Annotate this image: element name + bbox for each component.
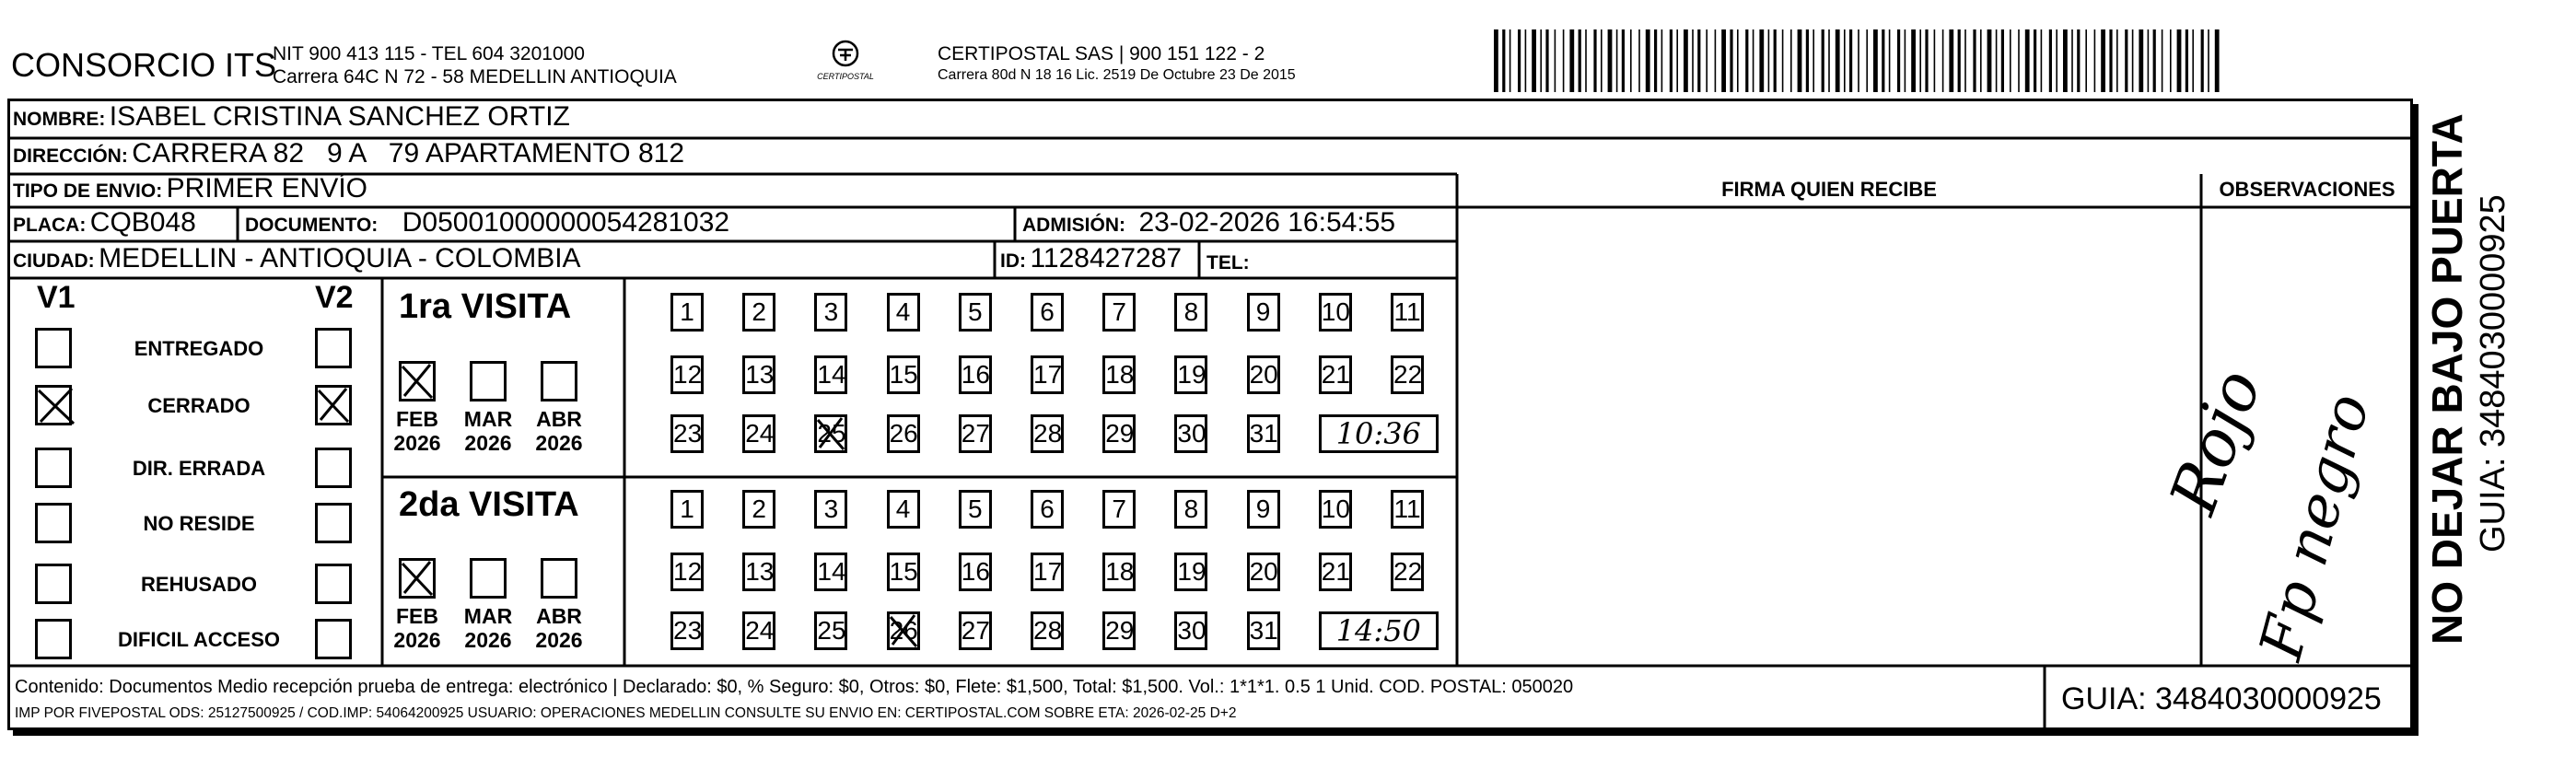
v1-check-mark (35, 385, 77, 427)
documento-label: DOCUMENTO: (245, 215, 379, 236)
day-number: 21 (1321, 557, 1350, 586)
v2-header: V2 (315, 280, 354, 315)
day-number: 29 (1105, 616, 1135, 645)
nombre-value: ISABEL CRISTINA SANCHEZ ORTIZ (109, 101, 570, 132)
direccion-row (13, 138, 684, 169)
id-cell (1000, 243, 1182, 274)
day-box[interactable] (959, 355, 992, 394)
month-year: 2026 (464, 628, 512, 652)
footer-line1: Contenido: Documentos Medio recepción prueba de entrega: electrónico | Declarado: $0, % Seguro: $0, Otros: $0, Flete: $1,500, Total: $1,500. Vol.: 1*1*1. 0.5 1 Unid. COD. POSTAL: 050020 (15, 677, 1574, 697)
day-number: 7 (1112, 297, 1126, 326)
day-box[interactable] (1031, 355, 1064, 394)
v1-checkbox[interactable] (35, 448, 72, 488)
placa-label: PLACA: (13, 215, 87, 236)
v1-checkbox[interactable] (35, 619, 72, 659)
day-number: 19 (1177, 557, 1206, 586)
day-number: 22 (1393, 360, 1423, 389)
day-box[interactable] (814, 293, 847, 332)
day-box[interactable] (742, 490, 775, 529)
month-checkbox[interactable] (541, 361, 577, 401)
day-box[interactable] (959, 553, 992, 591)
day-box[interactable] (887, 293, 920, 332)
day-number: 3 (823, 297, 839, 326)
id-label: ID: (1000, 250, 1026, 272)
day-box[interactable] (814, 414, 847, 453)
day-box[interactable] (1319, 355, 1352, 394)
month-checkbox[interactable] (470, 361, 507, 401)
footer-line2: IMP POR FIVEPOSTAL ODS: 25127500925 / COD.IMP: 54064200925 USUARIO: OPERACIONES MEDELLIN CONSULTE SU ENVIO EN: CERTIPOSTAL.COM SOBRE ETA: 2026-02-25 D+2 (15, 705, 1237, 721)
status-label: REHUSADO (141, 573, 257, 596)
tipo-row (13, 173, 367, 204)
visit-time: 14:50 (1335, 613, 1421, 648)
visit2-title: 2da VISITA (399, 485, 579, 524)
day-box[interactable] (1174, 414, 1207, 453)
month-name: MAR (463, 407, 513, 431)
day-box[interactable] (1102, 611, 1136, 650)
day-number: 31 (1249, 616, 1278, 645)
day-box[interactable] (1391, 355, 1424, 394)
day-box[interactable] (1102, 293, 1136, 332)
day-box[interactable] (1031, 553, 1064, 591)
day-box[interactable] (742, 611, 775, 650)
v2-checkbox[interactable] (315, 328, 352, 368)
day-number: 30 (1177, 616, 1206, 645)
day-number: 24 (745, 616, 775, 645)
day-number: 10 (1321, 297, 1350, 326)
day-box[interactable] (814, 553, 847, 591)
admision-cell (1022, 207, 1395, 239)
v1-checkbox[interactable] (35, 503, 72, 543)
day-number: 19 (1177, 360, 1206, 389)
day-number: 2 (752, 297, 766, 326)
v2-checkbox[interactable] (315, 448, 352, 488)
certipostal-address: Carrera 80d N 18 16 Lic. 2519 De Octubre 23 De 2015 (938, 67, 1296, 83)
day-box[interactable] (1174, 611, 1207, 650)
tel-cell (1206, 245, 1250, 276)
day-number: 16 (961, 360, 990, 389)
company-nit: NIT 900 413 115 - TEL 604 3201000 (273, 43, 585, 64)
day-number: 22 (1393, 557, 1423, 586)
day-number: 25 (817, 419, 846, 448)
ciudad-label: CIUDAD: (13, 250, 95, 272)
day-box[interactable] (1031, 414, 1064, 453)
v2-checkbox[interactable] (315, 385, 352, 425)
month-name: ABR (536, 604, 582, 628)
day-box[interactable] (670, 611, 704, 650)
day-number: 12 (673, 557, 703, 586)
firma-header: FIRMA QUIEN RECIBE (1721, 178, 1937, 201)
direccion-value: CARRERA 82 9 A 79 APARTAMENTO 812 (132, 138, 685, 169)
tel-label: TEL: (1206, 252, 1250, 273)
nombre-label: NOMBRE: (13, 109, 106, 130)
day-box[interactable] (1102, 414, 1136, 453)
day-number: 23 (673, 419, 703, 448)
day-number: 31 (1249, 419, 1278, 448)
month-check-mark (399, 361, 436, 401)
day-number: 4 (895, 297, 911, 326)
day-number: 20 (1249, 360, 1278, 389)
month-label (460, 407, 516, 455)
month-checkbox[interactable] (470, 558, 507, 599)
day-number: 5 (968, 495, 983, 523)
day-number: 29 (1105, 419, 1135, 448)
month-label (390, 407, 445, 455)
admision-label: ADMISIÓN: (1022, 215, 1125, 236)
day-box[interactable] (959, 611, 992, 650)
day-number: 2 (752, 495, 766, 523)
status-label: DIFICIL ACCESO (117, 628, 280, 651)
day-number: 14 (817, 360, 846, 389)
day-number: 16 (961, 557, 990, 586)
day-number: 20 (1249, 557, 1278, 586)
day-number: 27 (961, 419, 990, 448)
v2-checkbox[interactable] (315, 503, 352, 543)
day-box[interactable] (887, 490, 920, 529)
month-name: ABR (536, 407, 582, 431)
day-number: 3 (823, 495, 839, 523)
day-number: 8 (1183, 495, 1199, 523)
day-number: 6 (1040, 297, 1055, 326)
day-box[interactable] (1319, 293, 1352, 332)
day-number: 9 (1255, 297, 1271, 326)
company-address: Carrera 64C N 72 - 58 MEDELLIN ANTIOQUIA (273, 66, 677, 87)
month-check-mark (399, 558, 436, 599)
observaciones-header: OBSERVACIONES (2219, 178, 2395, 201)
day-box[interactable] (1319, 490, 1352, 529)
v2-checkbox[interactable] (315, 564, 352, 604)
day-number: 10 (1321, 495, 1350, 523)
day-box[interactable] (1247, 611, 1280, 650)
day-number: 9 (1255, 495, 1271, 523)
day-number: 11 (1393, 495, 1421, 523)
day-box[interactable] (1102, 355, 1136, 394)
nombre-row (13, 101, 570, 133)
day-box[interactable] (959, 414, 992, 453)
month-label (390, 604, 445, 652)
documento-cell (245, 207, 729, 239)
day-box[interactable] (1247, 490, 1280, 529)
placa-value: CQB048 (89, 207, 196, 238)
day-box[interactable] (742, 355, 775, 394)
visit-time-box[interactable] (1319, 414, 1439, 453)
day-box[interactable] (959, 293, 992, 332)
day-box[interactable] (887, 611, 920, 650)
visit-time-box[interactable] (1319, 611, 1439, 650)
day-number: 15 (889, 360, 918, 389)
day-box[interactable] (742, 293, 775, 332)
observaciones-handwriting-1: Rojo (2155, 359, 2277, 524)
logo-text: CERTIPOSTAL (817, 72, 874, 81)
observaciones-handwriting-2: Fp negro (2247, 387, 2384, 668)
documento-value: D05001000000054281032 (402, 207, 730, 238)
day-number: 25 (817, 616, 846, 645)
month-year: 2026 (535, 628, 583, 652)
id-value: 1128427287 (1030, 243, 1183, 273)
v2-checkbox[interactable] (315, 619, 352, 659)
side-guia: GUIA: 3484030000925 (2474, 194, 2512, 553)
day-box[interactable] (814, 611, 847, 650)
day-number: 13 (745, 360, 775, 389)
certipostal-line: CERTIPOSTAL SAS | 900 151 122 - 2 (938, 43, 1265, 64)
day-number: 11 (1393, 297, 1421, 326)
day-box[interactable] (670, 293, 704, 332)
day-box[interactable] (1174, 293, 1207, 332)
month-label (531, 407, 587, 455)
v1-header: V1 (37, 280, 76, 315)
month-year: 2026 (393, 431, 441, 455)
status-label: NO RESIDE (143, 512, 255, 535)
day-number: 23 (673, 616, 703, 645)
day-number: 6 (1040, 495, 1055, 523)
day-number: 17 (1033, 557, 1063, 586)
day-box[interactable] (1174, 355, 1207, 394)
day-box[interactable] (1102, 490, 1136, 529)
day-number: 21 (1321, 360, 1350, 389)
day-box[interactable] (1391, 293, 1424, 332)
ciudad-value: MEDELLIN - ANTIOQUIA - COLOMBIA (99, 243, 581, 273)
v2-check-mark (315, 385, 352, 425)
visit-time: 10:36 (1335, 416, 1421, 451)
footer-guia: GUIA: 3484030000925 (2061, 681, 2382, 716)
day-number: 8 (1183, 297, 1199, 326)
company-name: CONSORCIO ITS (11, 46, 277, 84)
month-name: FEB (396, 604, 438, 628)
day-box[interactable] (1031, 293, 1064, 332)
day-mark (887, 611, 920, 650)
day-number: 4 (895, 495, 911, 523)
status-label: ENTREGADO (134, 337, 264, 360)
month-name: MAR (463, 604, 513, 628)
day-number: 24 (745, 419, 775, 448)
day-box[interactable] (814, 355, 847, 394)
day-box[interactable] (959, 490, 992, 529)
tipo-value: PRIMER ENVÍO (166, 173, 368, 204)
visit1-title: 1ra VISITA (399, 287, 572, 326)
day-box[interactable] (1247, 414, 1280, 453)
v1-checkbox[interactable] (35, 564, 72, 604)
day-number: 7 (1112, 495, 1126, 523)
month-year: 2026 (464, 431, 512, 455)
v1-checkbox[interactable] (35, 328, 72, 368)
day-number: 26 (889, 419, 918, 448)
day-box[interactable] (887, 355, 920, 394)
day-box[interactable] (887, 414, 920, 453)
month-checkbox[interactable] (399, 361, 436, 401)
status-label: CERRADO (147, 394, 251, 417)
month-label (531, 604, 587, 652)
day-number: 27 (961, 616, 990, 645)
day-box[interactable] (1247, 355, 1280, 394)
month-label (460, 604, 516, 652)
day-box[interactable] (1031, 490, 1064, 529)
day-number: 17 (1033, 360, 1063, 389)
day-number: 28 (1033, 616, 1063, 645)
day-number: 18 (1105, 557, 1135, 586)
day-box[interactable] (1247, 553, 1280, 591)
day-number: 14 (817, 557, 846, 586)
day-box[interactable] (1102, 553, 1136, 591)
day-box[interactable] (670, 553, 704, 591)
day-box[interactable] (742, 414, 775, 453)
day-box[interactable] (1319, 553, 1352, 591)
admision-value: 23-02-2026 16:54:55 (1138, 207, 1396, 238)
month-year: 2026 (393, 628, 441, 652)
day-number: 15 (889, 557, 918, 586)
day-box[interactable] (1247, 293, 1280, 332)
day-number: 1 (680, 297, 694, 326)
day-number: 30 (1177, 419, 1206, 448)
v1-checkbox[interactable] (35, 385, 72, 425)
day-number: 5 (968, 297, 983, 326)
day-box[interactable] (887, 553, 920, 591)
day-box[interactable] (1174, 553, 1207, 591)
month-year: 2026 (535, 431, 583, 455)
day-box[interactable] (814, 490, 847, 529)
day-number: 12 (673, 360, 703, 389)
day-box[interactable] (670, 414, 704, 453)
month-checkbox[interactable] (399, 558, 436, 599)
month-name: FEB (396, 407, 438, 431)
day-box[interactable] (1174, 490, 1207, 529)
day-number: 18 (1105, 360, 1135, 389)
day-mark (814, 414, 847, 453)
day-box[interactable] (670, 490, 704, 529)
direccion-label: DIRECCIÓN: (13, 145, 128, 167)
status-label: DIR. ERRADA (132, 457, 266, 480)
day-box[interactable] (1391, 553, 1424, 591)
day-box[interactable] (1391, 490, 1424, 529)
day-box[interactable] (1031, 611, 1064, 650)
day-box[interactable] (670, 355, 704, 394)
no-dejar-warning: NO DEJAR BAJO PUERTA (2423, 113, 2471, 645)
month-checkbox[interactable] (541, 558, 577, 599)
placa-cell (13, 207, 196, 239)
tipo-label: TIPO DE ENVIO: (13, 180, 163, 202)
day-box[interactable] (742, 553, 775, 591)
ciudad-cell (13, 243, 581, 274)
day-number: 28 (1033, 419, 1063, 448)
day-number: 26 (889, 616, 918, 645)
day-number: 1 (680, 495, 694, 523)
day-number: 13 (745, 557, 775, 586)
